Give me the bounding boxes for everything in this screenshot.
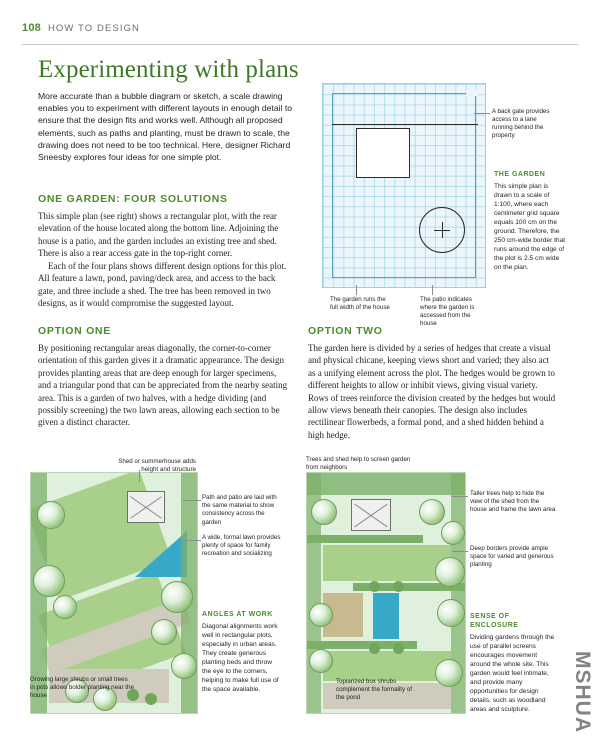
page-title: Experimenting with plans	[38, 56, 299, 83]
tree	[37, 501, 65, 529]
heading-option-two: OPTION TWO	[308, 325, 383, 337]
section-label: HOW TO DESIGN	[47, 23, 141, 34]
tree	[33, 565, 65, 597]
running-head	[22, 22, 578, 45]
plan-house-line	[332, 124, 478, 125]
note-option-one-path: Path and patio are laid with the same material to show consistency across the garden	[202, 494, 277, 526]
sidebar-angles-label: ANGLES AT WORK	[202, 611, 273, 618]
tree	[151, 619, 177, 645]
note-leader-two-trees	[452, 496, 468, 497]
sidebar-the-garden-label: THE GARDEN	[494, 171, 546, 178]
callout-leader-gate	[474, 113, 490, 114]
border-bed-top	[307, 473, 466, 495]
heading-one-garden: ONE GARDEN: FOUR SOLUTIONS	[38, 193, 228, 205]
sidebar-enclosure-label: SENSE OF ENCLOSURE	[470, 613, 519, 629]
tree	[53, 595, 77, 619]
sidebar-the-garden-text: This simple plan is drawn to a scale of 1:100, where each centimeter grid square equals 100 cm on the ground. Therefore, the 250 cm-wide border that runs around the edge of the plot is 2.5 cm wide on the plan.	[494, 183, 566, 271]
note-option-two-borders: Deep borders provide ample space for varied and generous planting	[470, 545, 554, 569]
note-option-one-lawn: A wide, formal lawn provides plenty of space for family recreation and socializing	[202, 534, 281, 558]
callout-patio: The patio indicates where the garden is accessed from the house	[420, 296, 475, 327]
callout-house-width: The garden runs the full width of the house	[330, 296, 390, 311]
note-leader-two-borders	[452, 551, 468, 552]
shed	[351, 499, 391, 531]
plan-house	[356, 128, 410, 178]
intro-paragraph: More accurate than a bubble diagram or sketch, a scale drawing enables you to experiment with different layouts in enough detail to ensure that the design fits and works well. Although all proposed elements, such as paths and planting, must be drawn to scale, the drawing does not need to be too technical. Here, designer Richard Sneesby explores four ideas for one simple plot.	[38, 91, 292, 163]
sidebar-the-garden	[494, 170, 566, 272]
tree	[309, 603, 333, 627]
shrub-topiary	[393, 643, 404, 654]
callout-leader-patio	[432, 285, 433, 295]
lawn-second	[323, 651, 451, 681]
callout-back-gate: A back gate provides access to a lane running behind the property	[492, 108, 550, 139]
page-number: 108	[22, 22, 41, 34]
tree	[419, 499, 445, 525]
note-leader-one-shed	[139, 470, 140, 482]
body-option-two: The garden here is divided by a series of hedges that create a visual and physical chicane, keeping views short and varied; they also act as a unifying element across the plot. The hedges would be grown to different heights to allow or inhibit views, giving visual variety. Rows of trees reinforce the division created by the hedges but would allow views beneath their canopies. The design also includes rectilinear flowerbeds, a formal pond, and a shed hidden behind a high hedge.	[308, 343, 556, 440]
body-option-one: By positioning rectangular areas diagonally, the corner-to-corner orientation of this garden gives it a dramatic appearance. The design provides planting areas that are deep enough for larger specimens, and a triangular pond that can be appreciated from the nearby seating area. This is a garden of two halves, with a hedge dividing (and possibly screening) the two lawn areas, allowing each section to be given a distinct character.	[38, 343, 288, 428]
body-one-garden-p2: Each of the four plans shows different design options for this plot. All feature a lawn, pond, paving/deck area, and access to the back gate, and three include a shed. The tree has been removed in two designs, as it would compromise the suggested layout.	[38, 261, 287, 309]
pond-formal	[373, 593, 399, 639]
body-one-garden-p1: This simple plan (see right) shows a rectangular plot, with the rear elevation of the house located along the bottom line. Adjoining the house is a patio, and the garden includes an existing tree and shed. There is also a rear access gate in the top-right corner.	[38, 211, 279, 259]
note-option-one-shed: Shed or summerhouse adds height and structure	[118, 458, 196, 474]
tree	[441, 521, 465, 545]
note-leader-one-path	[183, 500, 201, 501]
shrub-topiary	[369, 643, 380, 654]
tree	[161, 581, 193, 613]
shrub-topiary	[393, 581, 404, 592]
base-plan-diagram	[322, 83, 486, 288]
sidebar-enclosure-text: Dividing gardens through the use of parallel screens encourages movement around the whole site. This garden would feel intimate, and provide many opportunities for design details, such as woodland areas and sculpture.	[470, 634, 555, 713]
shed	[127, 491, 165, 523]
note-leader-one-lawn	[183, 540, 201, 541]
heading-option-one: OPTION ONE	[38, 325, 111, 337]
shrub-topiary	[369, 581, 380, 592]
sidebar-angles-text: Diagonal alignments work well in rectangular plots, especially in urban areas. They create generous planting beds and throw the eye to the corners, helping to make full use of the space available.	[202, 623, 279, 693]
note-option-two-trees: Taller trees help to hide the view of the shed from the house and frame the lawn area	[470, 490, 556, 514]
tree	[309, 649, 333, 673]
tree	[311, 499, 337, 525]
plan-border-line	[332, 93, 476, 278]
lawn-main	[323, 545, 451, 581]
shrub	[145, 693, 157, 705]
callout-leader-house	[356, 285, 357, 295]
plan-existing-tree	[419, 207, 465, 253]
note-option-one-pots: Growing large shrubs or small trees in pots allows bolder planting near the house	[30, 676, 134, 700]
tree	[435, 659, 463, 687]
sidebar-sense-of-enclosure	[470, 612, 556, 714]
sidebar-angles-at-work	[202, 610, 282, 694]
tree	[435, 557, 465, 587]
tree	[171, 653, 197, 679]
tree	[437, 599, 465, 627]
note-option-two-screen: Trees and shed help to screen garden from neighbors	[306, 456, 411, 472]
hedge-band-1	[307, 535, 423, 543]
watermark: MSHUA	[571, 651, 594, 733]
plan-back-gate	[466, 90, 478, 96]
note-option-two-topiary: Topiarized box shrubs complement the formality of the pond	[336, 678, 412, 702]
